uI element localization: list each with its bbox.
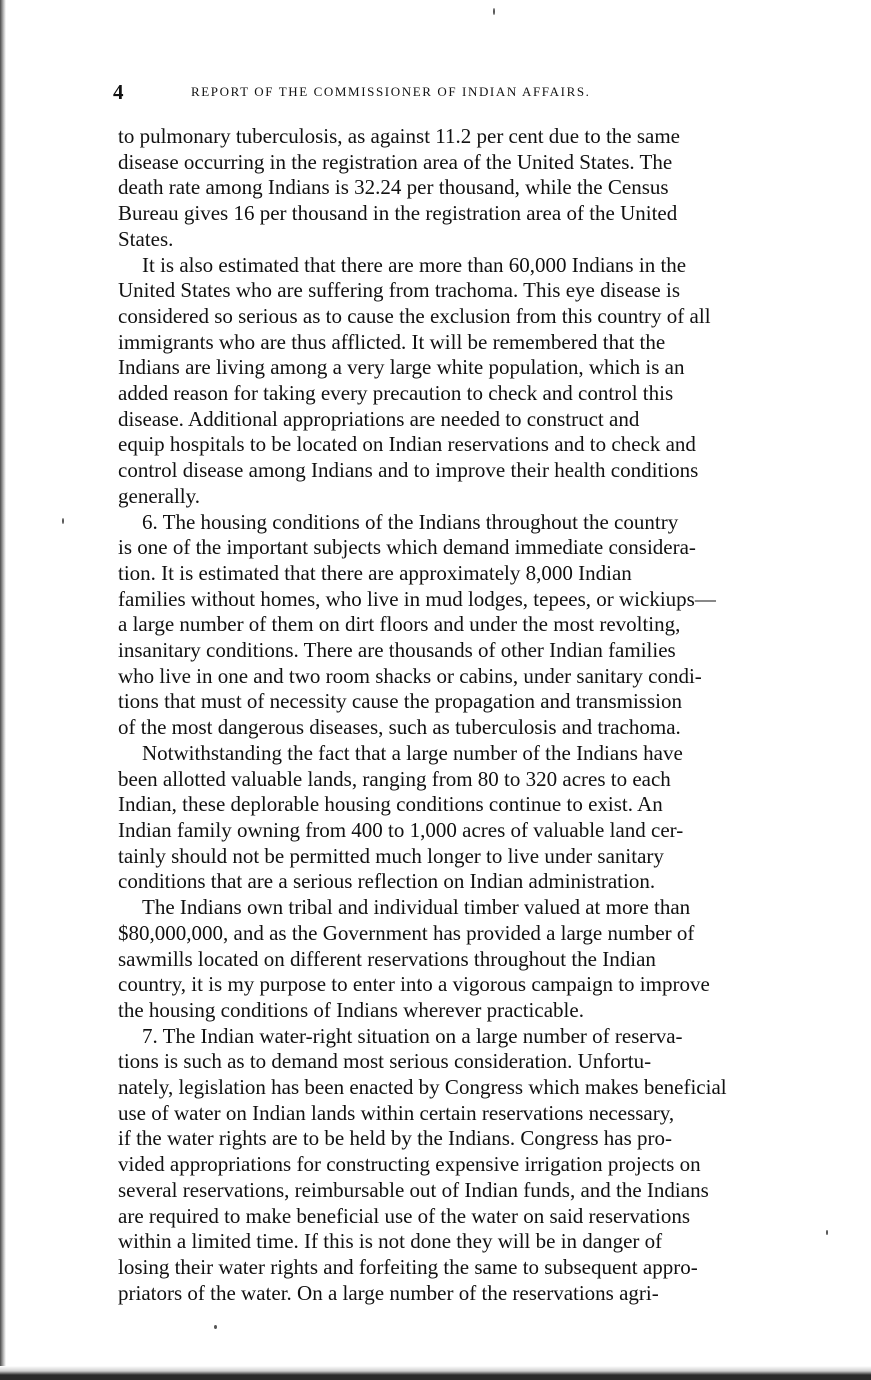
scan-bottom-edge <box>0 1366 871 1380</box>
paragraph-allotted-lands: Notwithstanding the fact that a large number of the Indians have been allotted valuable lands, ranging from 80 to 320 acres to each Indian, these deplorable housing conditions continue to exist. An Indian family owning from 400 to 1,000 acres of valuable land cer- tainly should not be permitted much longer to live under sanitary conditions that are a serious reflection on Indian administration. <box>118 740 684 894</box>
scan-left-edge <box>0 0 6 1380</box>
paragraph-water-rights: 7. The Indian water-right situation on a large number of reserva- tions is such as to demand most serious consideration. Unfortu- nately, legislation has been enacted by Congress which makes beneficial use of water on Indian lands within certain reservations necessary, if the water rights are to be held by the Indians. Congress has pro- vided appropriations for constructing expensive irrigation projects on several reservations, reimbursable out of Indian funds, and the Indians are required to make beneficial use of the water on said reservations within a limited time. If this is not done they will be in danger of losing their water rights and forfeiting the same to subsequent appro- priators of the water. On a large number of the reservations agri- <box>118 1023 727 1305</box>
paragraph-timber: The Indians own tribal and individual timber valued at more than $80,000,000, and as the Government has provided a large number of sawmills located on different reservations throughout the Indian country, it is my purpose to enter into a vigorous campaign to improve the housing conditions of Indians wherever practicable. <box>118 895 710 1022</box>
body-text <box>118 124 796 1306</box>
running-title: REPORT OF THE COMMISSIONER OF INDIAN AFFAIRS. <box>191 84 591 99</box>
paragraph-tuberculosis-continuation: to pulmonary tuberculosis, as against 11.2 per cent due to the same disease occurring in the registration area of the United States. The death rate among Indians is 32.24 per thousand, while the Census Bureau gives 16 per thousand in the registration area of the United States. <box>118 124 680 251</box>
page-number: 4 <box>113 80 124 104</box>
scan-speck <box>62 518 64 524</box>
paragraph-trachoma: It is also estimated that there are more than 60,000 Indians in the United States who are suffering from trachoma. This eye disease is considered so serious as to cause the exclusion from this country of all immigrants who are thus afflicted. It will be remembered that the Indians are living among a very large white population, which is an added reason for taking every precaution to check and control this disease. Additional appropriations are needed to construct and equip hospitals to be located on Indian reservations and to check and control disease among Indians and to improve their health conditions generally. <box>118 252 711 508</box>
scan-speck <box>493 8 495 15</box>
scan-speck <box>214 1325 217 1329</box>
page-header <box>113 80 795 104</box>
scan-speck <box>826 1230 828 1235</box>
paragraph-housing-conditions: 6. The housing conditions of the Indians throughout the country is one of the important subjects which demand immediate considera- tion. It is estimated that there are approximately 8,000 Indian families without homes, who live in mud lodges, tepees, or wickiups— a large number of them on dirt floors and under the most revolting, insanitary conditions. There are thousands of other Indian families who live in one and two room shacks or cabins, under sanitary condi- tions that must of necessity cause the propagation and transmission of the most dangerous diseases, such as tuberculosis and trachoma. <box>118 509 716 740</box>
